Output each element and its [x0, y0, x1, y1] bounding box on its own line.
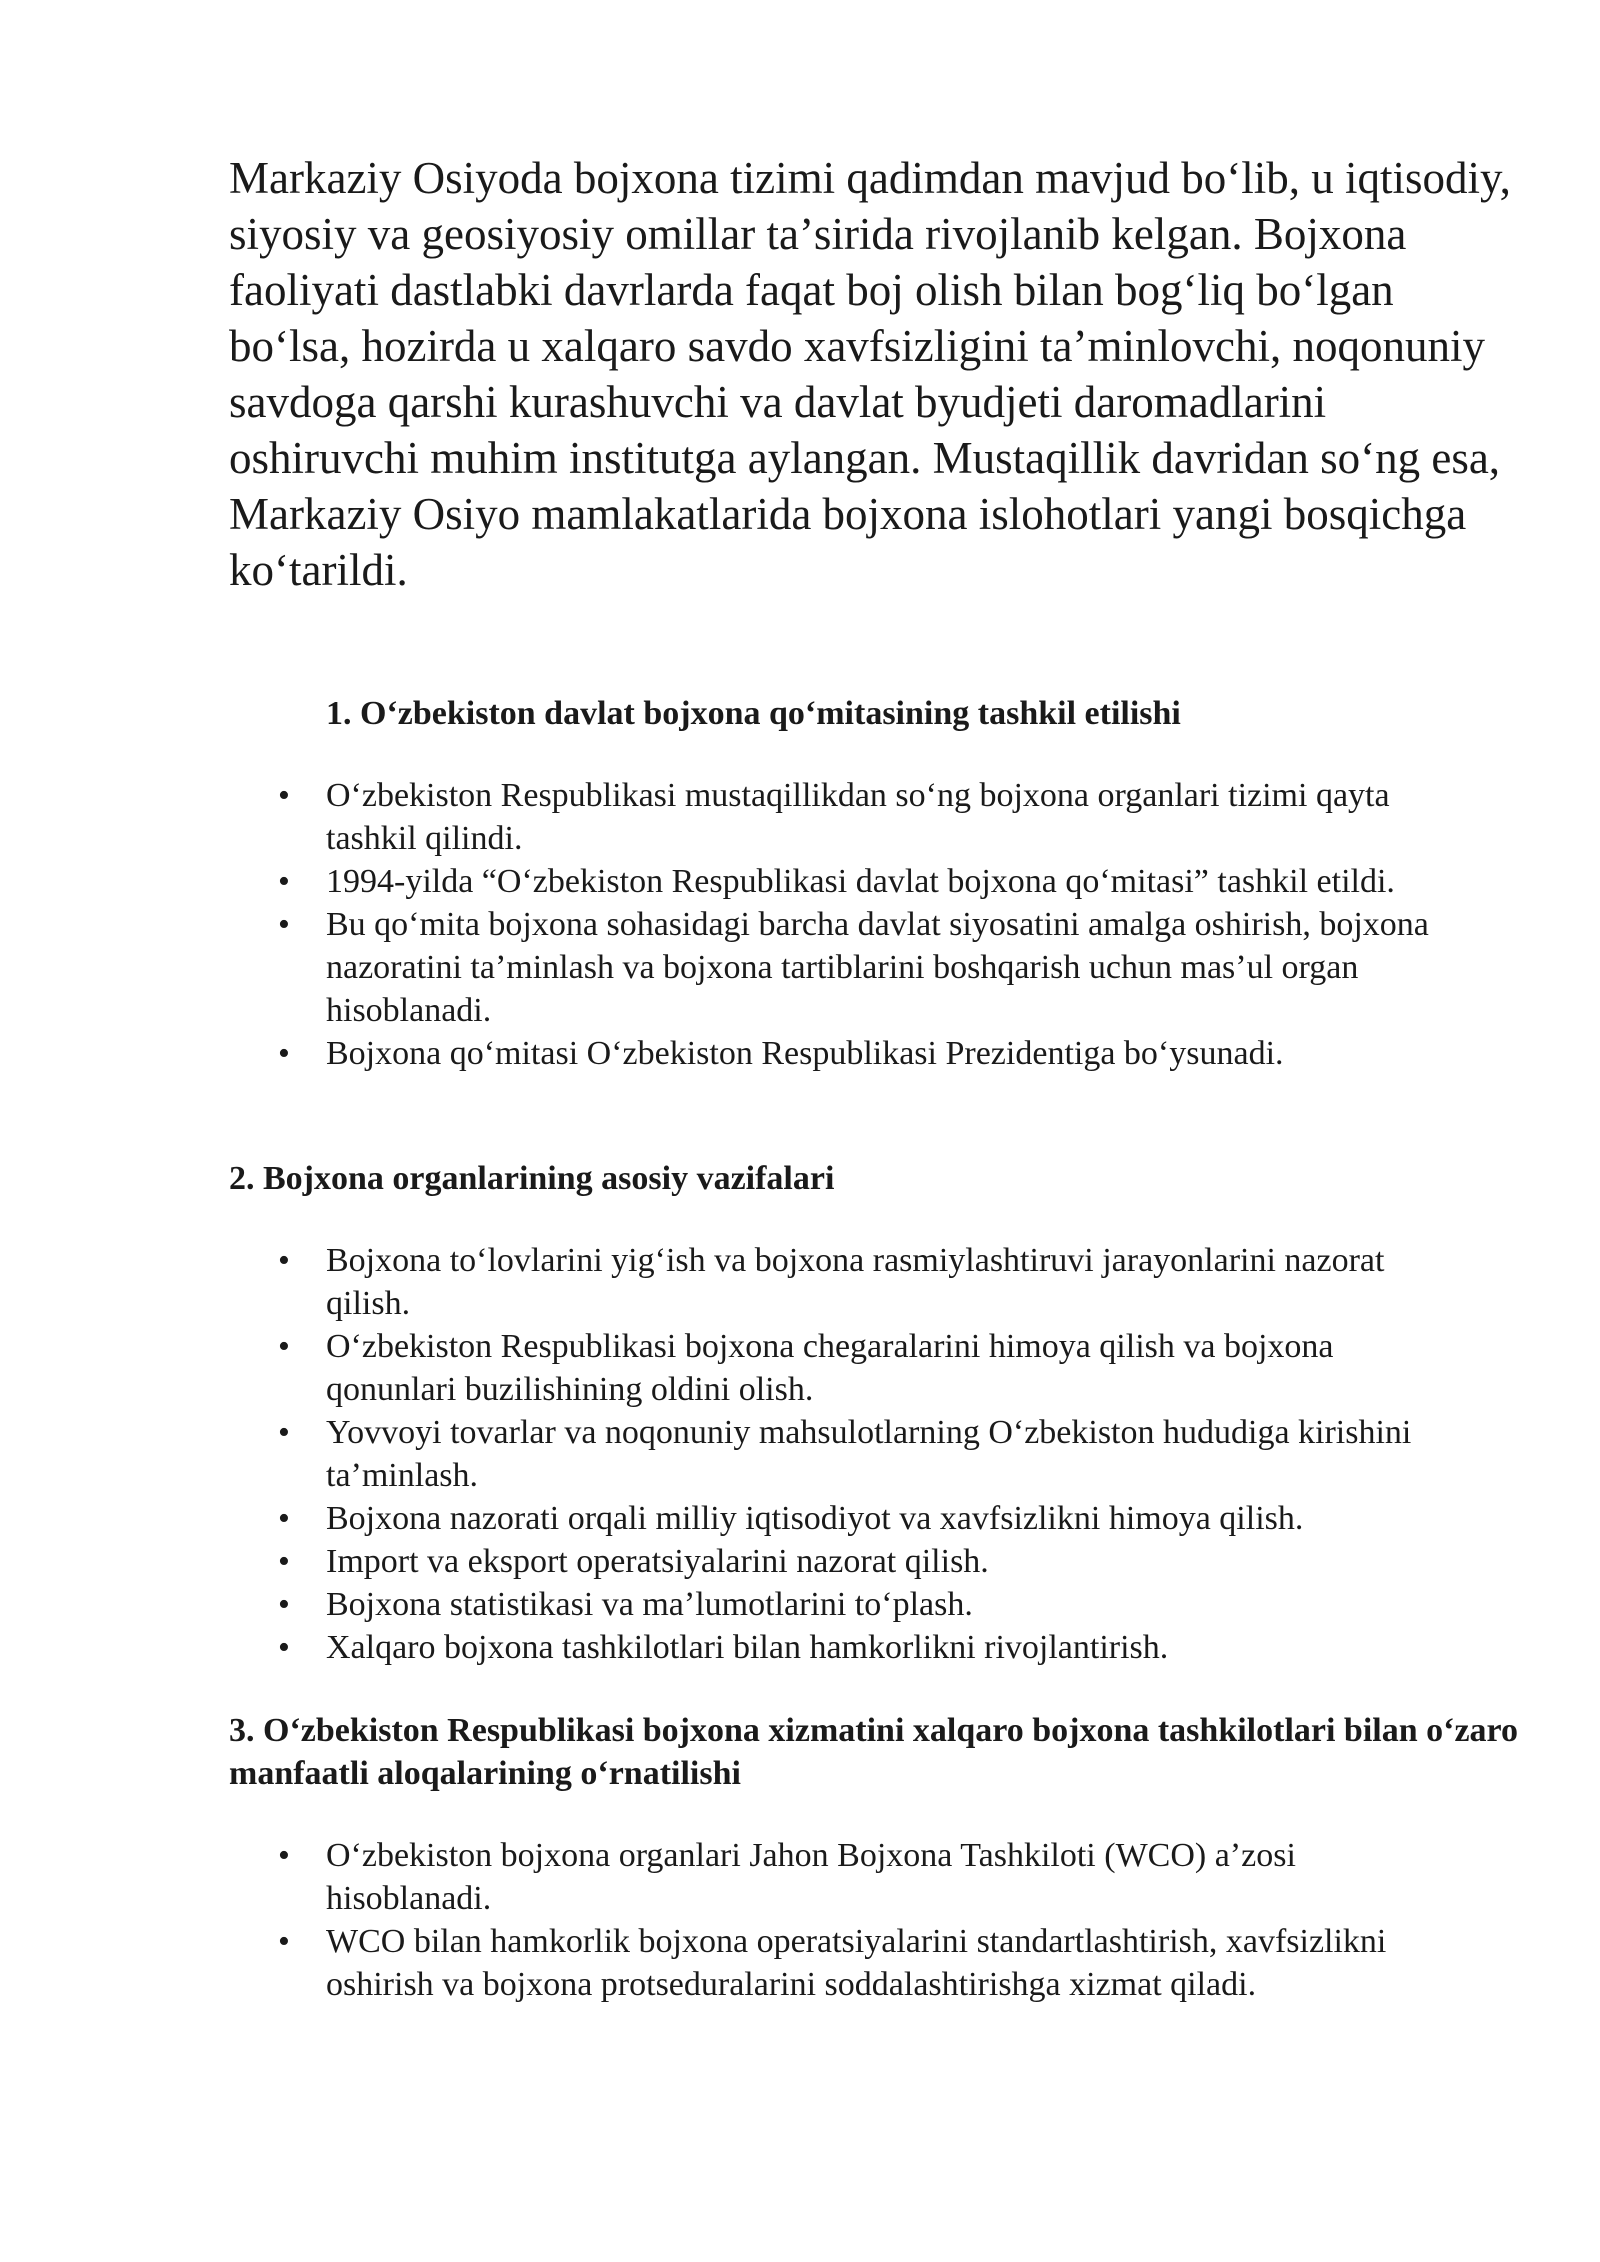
list-item-text: Oʻzbekiston Respublikasi mustaqillikdan soʻng bojxona organlari tizimi qayta tashkil qilindi.	[326, 777, 1390, 857]
bullet-icon: •	[278, 1328, 290, 1365]
bullet-list-2	[0, 1239, 1600, 1669]
bullet-icon: •	[278, 1923, 290, 1960]
bullet-icon: •	[278, 863, 290, 900]
bullet-icon: •	[278, 1414, 290, 1451]
bullet-icon: •	[278, 1500, 290, 1537]
list-item	[0, 1626, 1500, 1669]
bullet-icon: •	[278, 1586, 290, 1623]
list-item	[0, 1540, 1500, 1583]
bullet-icon: •	[278, 777, 290, 814]
list-item	[0, 860, 1500, 903]
list-item-text: Bojxona statistikasi va maʼlumotlarini toʻplash.	[326, 1586, 973, 1623]
list-item	[0, 1920, 1500, 2006]
section-heading-2: 2. Bojxona organlarining asosiy vazifalari	[229, 1160, 835, 1197]
list-item	[0, 774, 1500, 860]
bullet-icon: •	[278, 1837, 290, 1874]
list-item-text: Yovvoyi tovarlar va noqonuniy mahsulotlarning Oʻzbekiston hududiga kirishini taʼminlash.	[326, 1414, 1412, 1494]
list-item-text: Oʻzbekiston bojxona organlari Jahon Bojxona Tashkiloti (WCO) aʼzosi hisoblanadi.	[326, 1837, 1296, 1917]
bullet-icon: •	[278, 1543, 290, 1580]
bullet-icon: •	[278, 1242, 290, 1279]
list-item-text: Bu qoʻmita bojxona sohasidagi barcha davlat siyosatini amalga oshirish, bojxona nazoratini taʼminlash va bojxona tartiblarini boshqarish uchun masʼul organ hisoblanadi.	[326, 906, 1429, 1029]
list-item-text: Xalqaro bojxona tashkilotlari bilan hamkorlikni rivojlantirish.	[326, 1629, 1169, 1666]
list-item	[0, 1325, 1500, 1411]
list-item	[0, 1239, 1500, 1325]
list-item-text: Import va eksport operatsiyalarini nazorat qilish.	[326, 1543, 989, 1580]
bullet-icon: •	[278, 906, 290, 943]
list-item	[0, 1583, 1500, 1626]
section-heading-1: 1. Oʻzbekiston davlat bojxona qoʻmitasining tashkil etilishi	[326, 695, 1181, 732]
section-heading-3: 3. Oʻzbekiston Respublikasi bojxona xizmatini xalqaro bojxona tashkilotlari bilan oʻzaro manfaatli aloqalarining oʻrnatilishi	[229, 1712, 1519, 1792]
bullet-icon: •	[278, 1035, 290, 1072]
list-item-text: Bojxona qoʻmitasi Oʻzbekiston Respublikasi Prezidentiga boʻysunadi.	[326, 1035, 1284, 1072]
intro-paragraph: Markaziy Osiyoda bojxona tizimi qadimdan mavjud boʻlib, u iqtisodiy, siyosiy va geosiyosiy omillar taʼsirida rivojlanib kelgan. Bojxona faoliyati dastlabki davrlarda faqat boj olish bilan bogʻliq boʻlgan boʻlsa, hozirda u xalqaro savdo xavfsizligini taʼminlovchi, noqonuniy savdoga qarshi kurashuvchi va davlat byudjeti daromadlarini oshiruvchi muhim institutga aylangan. Mustaqillik davridan soʻng esa, Markaziy Osiyo mamlakatlarida bojxona islohotlari yangi bosqichga koʻtarildi.	[229, 153, 1511, 595]
list-item	[0, 1834, 1500, 1920]
list-item-text: 1994-yilda “Oʻzbekiston Respublikasi davlat bojxona qoʻmitasi” tashkil etildi.	[326, 863, 1395, 900]
list-item-text: WCO bilan hamkorlik bojxona operatsiyalarini standartlashtirish, xavfsizlikni oshirish va bojxona protseduralarini soddalashtirishga xizmat qiladi.	[326, 1923, 1387, 2003]
list-item	[0, 1032, 1500, 1075]
list-item	[0, 1497, 1500, 1540]
list-item	[0, 1411, 1500, 1497]
list-item-text: Bojxona toʻlovlarini yigʻish va bojxona rasmiylashtiruvi jarayonlarini nazorat qilish.	[326, 1242, 1385, 1322]
bullet-list-3	[0, 1834, 1600, 2006]
bullet-list-1	[0, 774, 1600, 1075]
list-item-text: Oʻzbekiston Respublikasi bojxona chegaralarini himoya qilish va bojxona qonunlari buzilishining oldini olish.	[326, 1328, 1334, 1408]
list-item	[0, 903, 1500, 1032]
list-item-text: Bojxona nazorati orqali milliy iqtisodiyot va xavfsizlikni himoya qilish.	[326, 1500, 1304, 1537]
bullet-icon: •	[278, 1629, 290, 1666]
